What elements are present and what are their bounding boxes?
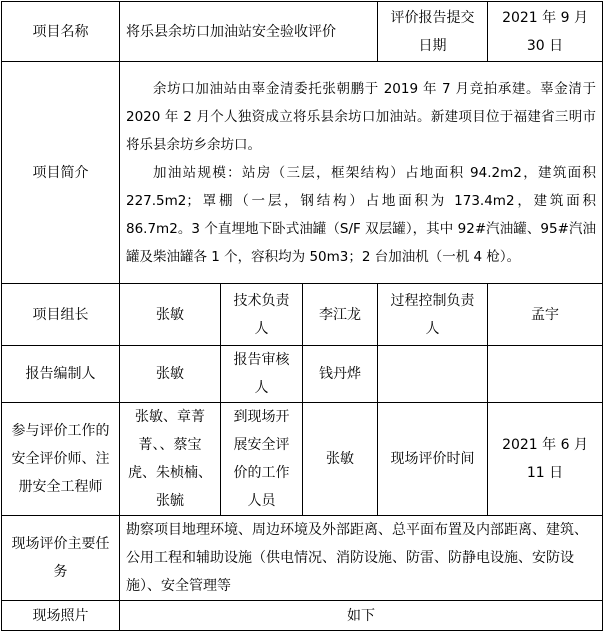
- team-leader-value: 张敏: [120, 284, 221, 346]
- report-date-label: 评价报告提交日期: [378, 2, 488, 62]
- intro-paragraph-1: 余坊口加油站由辜金清委托张朝鹏于 2019 年 7 月竞拍承建。辜金清于 2020 年 2 月个人独资成立将乐县余坊口加油站。新建项目位于福建省三明市将乐县余坊乡余坊口。: [126, 80, 597, 153]
- tech-lead-value: 李江龙: [303, 284, 378, 346]
- row-main-tasks: [2, 516, 603, 601]
- row-project-name: [2, 2, 603, 62]
- onsite-time-value: 2021 年 6 月 11 日: [488, 403, 603, 516]
- report-author-label: 报告编制人: [2, 346, 120, 403]
- project-intro-label: 项目简介: [2, 62, 120, 284]
- project-name-label: 项目名称: [2, 2, 120, 62]
- team-leader-label: 项目组长: [2, 284, 120, 346]
- tech-lead-label: 技术负责人: [221, 284, 303, 346]
- evaluators-value: 张敏、章菁菁、、蔡宝虎、朱桢楠、张毓: [120, 403, 221, 516]
- onsite-time-label: 现场评价时间: [378, 403, 488, 516]
- report-reviewer-label: 报告审核人: [221, 346, 303, 403]
- main-tasks-label: 现场评价主要任务: [2, 516, 120, 601]
- evaluation-info-table: [1, 1, 603, 631]
- row-site-photos: [2, 601, 603, 631]
- empty-cell: [378, 346, 488, 403]
- site-photos-value: 如下: [120, 601, 603, 631]
- process-control-label: 过程控制负责人: [378, 284, 488, 346]
- row-project-intro: [2, 62, 603, 284]
- report-date-value: 2021 年 9 月 30 日: [488, 2, 603, 62]
- row-team-leader: [2, 284, 603, 346]
- project-name-value: 将乐县余坊口加油站安全验收评价: [120, 2, 378, 62]
- project-intro-value: [120, 62, 603, 284]
- onsite-staff-label: 到现场开展安全评价的工作人员: [221, 403, 303, 516]
- site-photos-label: 现场照片: [2, 601, 120, 631]
- empty-cell: [488, 346, 603, 403]
- row-report-author: [2, 346, 603, 403]
- main-tasks-value: 勘察项目地理环境、周边环境及外部距离、总平面布置及内部距离、建筑、公用工程和辅助设施（供电情况、消防设施、防雷、防静电设施、安防设施）、安全管理等: [120, 516, 603, 601]
- onsite-staff-value: 张敏: [303, 403, 378, 516]
- row-evaluators: [2, 403, 603, 516]
- evaluators-label: 参与评价工作的安全评价师、注册安全工程师: [2, 403, 120, 516]
- intro-paragraph-2: 加油站规模：站房（三层，框架结构）占地面积 94.2m2，建筑面积 227.5m2；罩棚（一层，钢结构）占地面积为 173.4m2，建筑面积 86.7m2。3 个直埋地下卧式油罐（S/F 双层罐），其中 92#汽油罐、95#汽油罐及柴油罐各 1 个，容积均为 50m3；2 台加油机（一机 4 枪）。: [126, 164, 597, 265]
- report-reviewer-value: 钱丹烨: [303, 346, 378, 403]
- process-control-value: 孟宇: [488, 284, 603, 346]
- report-author-value: 张敏: [120, 346, 221, 403]
